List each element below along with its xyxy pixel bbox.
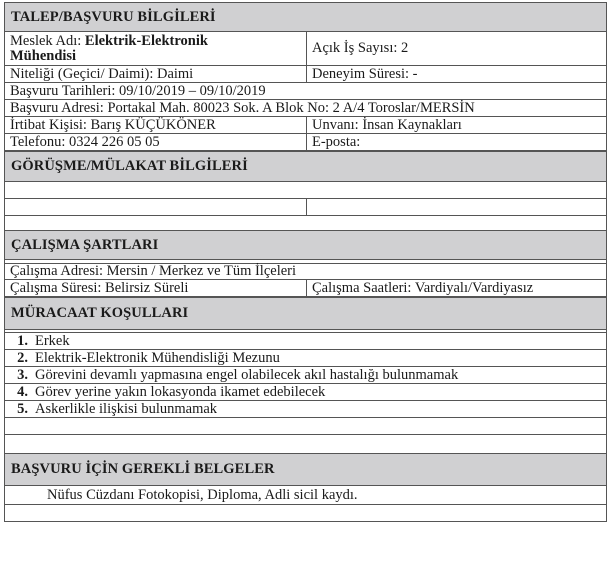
- row-telefon: [4, 134, 607, 151]
- nitelik-cell: Niteliği (Geçici/ Daimi): Daimi: [10, 65, 194, 82]
- section-header-talep: TALEP/BAŞVURU BİLGİLERİ: [4, 2, 607, 32]
- gorusme-blank-cell-3: [5, 216, 606, 230]
- section-header-muracaat: MÜRACAAT KOŞULLARI: [4, 297, 607, 330]
- gorusme-blank-right: [306, 199, 606, 215]
- calisma-sure-cell: Çalışma Süresi: Belirsiz Süreli: [10, 279, 189, 296]
- basvuru-tarihleri-cell: Başvuru Tarihleri: 09/10/2019 – 09/10/2019: [10, 82, 266, 99]
- condition-cell: [5, 367, 606, 383]
- irtibat-cell: İrtibat Kişisi: Barış KÜÇÜKÖNER: [10, 116, 216, 133]
- condition-item: [4, 401, 607, 418]
- condition-text: Görevini devamlı yapmasına engel olabilecek akıl hastalığı bulunmamak: [35, 366, 459, 383]
- muracaat-gap-cell: [5, 330, 606, 332]
- condition-cell: [5, 350, 606, 366]
- condition-text: Erkek: [35, 332, 70, 349]
- condition-item: [4, 384, 607, 401]
- condition-number: 4.: [17, 383, 28, 400]
- condition-item: [4, 367, 607, 384]
- muracaat-blank-cell-1: [5, 418, 606, 434]
- condition-number: 2.: [17, 349, 28, 366]
- belgeler-text: Nüfus Cüzdanı Fotokopisi, Diploma, Adli sicil kaydı.: [47, 486, 358, 503]
- row-belgeler: [4, 486, 607, 505]
- condition-cell: [5, 384, 606, 400]
- row-gorusme-blank-1: [4, 182, 607, 199]
- row-muracaat-blank-2: [4, 435, 607, 453]
- condition-cell: [5, 333, 606, 349]
- row-basvuru-tarihleri: [4, 83, 607, 100]
- acik-is-cell: Açık İş Sayısı: 2: [306, 32, 606, 65]
- row-gorusme-blank-3: [4, 216, 607, 230]
- gorusme-blank-cell: [5, 182, 606, 198]
- condition-number: 1.: [17, 332, 28, 349]
- gorusme-blank-left: [5, 199, 306, 215]
- belgeler-blank-cell: [5, 505, 606, 521]
- eposta-cell: E-posta:: [306, 134, 606, 150]
- meslek-cell: [5, 32, 306, 65]
- calisma-saatler-cell: Çalışma Saatleri: Vardiyalı/Vardiyasız: [306, 280, 606, 296]
- meslek-label: Meslek Adı:: [10, 33, 82, 49]
- calisma-adres-cell: Çalışma Adresi: Mersin / Merkez ve Tüm İlçeleri: [10, 263, 297, 279]
- row-calisma-sure: [4, 280, 607, 297]
- row-muracaat-blank-1: [4, 418, 607, 435]
- row-meslek: [4, 32, 607, 66]
- condition-number: 5.: [17, 400, 28, 417]
- meslek-value-line2: Mühendisi: [10, 48, 77, 64]
- row-basvuru-adresi: [4, 100, 607, 117]
- condition-number: 3.: [17, 366, 28, 383]
- condition-text: Görev yerine yakın lokasyonda ikamet edebilecek: [35, 383, 326, 400]
- muracaat-blank-cell-2: [5, 435, 606, 453]
- row-nitelik: [4, 66, 607, 83]
- condition-item: [4, 350, 607, 367]
- row-belgeler-blank: [4, 505, 607, 522]
- telefon-cell: Telefonu: 0324 226 05 05: [10, 133, 160, 150]
- condition-text: Elektrik-Elektronik Mühendisliği Mezunu: [35, 349, 280, 366]
- section-header-belgeler: BAŞVURU İÇİN GEREKLİ BELGELER: [4, 453, 607, 486]
- condition-cell: [5, 401, 606, 417]
- basvuru-adresi-cell: Başvuru Adresi: Portakal Mah. 80023 Sok. A Blok No: 2 A/4 Toroslar/MERSİN: [10, 99, 475, 116]
- condition-text: Askerlikle ilişkisi bulunmamak: [35, 400, 218, 417]
- row-calisma-adres: [4, 264, 607, 280]
- job-posting-form: [4, 2, 607, 522]
- unvan-cell: Unvanı: İnsan Kaynakları: [306, 117, 606, 133]
- row-irtibat: [4, 117, 607, 134]
- meslek-value-line1: Elektrik-Elektronik: [84, 33, 208, 49]
- section-header-calisma: ÇALIŞMA ŞARTLARI: [4, 230, 607, 260]
- section-header-gorusme: GÖRÜŞME/MÜLAKAT BİLGİLERİ: [4, 151, 607, 182]
- deneyim-cell: Deneyim Süresi: -: [306, 66, 606, 82]
- row-gorusme-blank-2: [4, 199, 607, 216]
- condition-item: [4, 333, 607, 350]
